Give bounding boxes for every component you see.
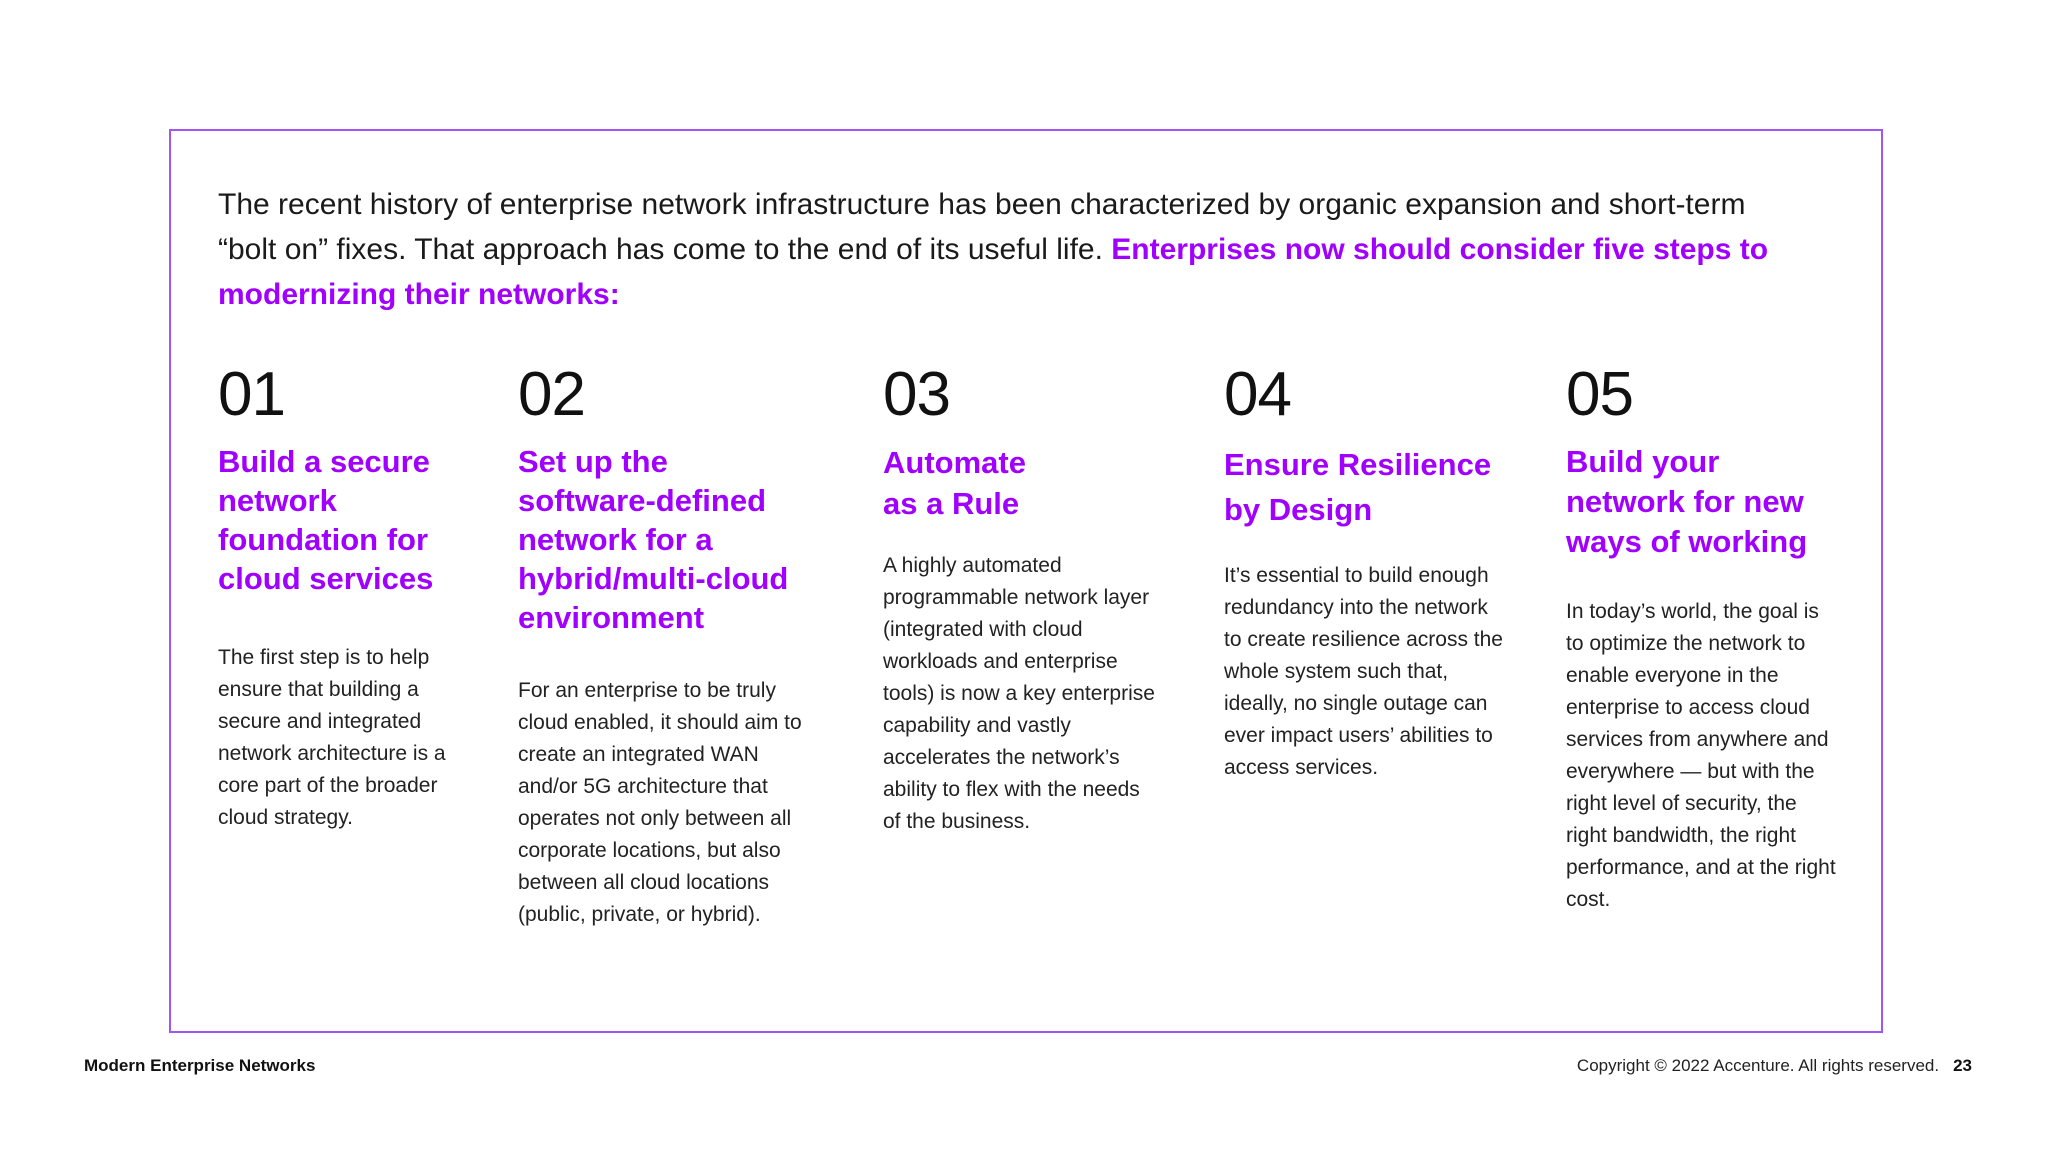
footer-document-title: Modern Enterprise Networks <box>84 1056 316 1075</box>
intro-highlight: Enterprises now should consider five steps to modernizing their networks: <box>218 233 1769 311</box>
step-title: Build a secure network foundation for cloud services <box>218 444 434 596</box>
step-number: 03 <box>883 360 950 429</box>
step-description: For an enterprise to be truly cloud enabled, it should aim to create an integrated WAN and/or 5G architecture that operates not only between all corporate locations, but also between all cloud locations (public, private, or hybrid). <box>518 679 802 926</box>
step-title: Ensure Resilience by Design <box>1224 447 1492 527</box>
step-05 <box>1566 360 1841 916</box>
step-04 <box>1224 360 1504 784</box>
step-description: It’s essential to build enough redundancy into the network to create resilience across the whole system such that, ideally, no single outage can ever impact users’ abilities to access services. <box>1224 564 1503 779</box>
step-01 <box>218 360 468 834</box>
step-description: A highly automated programmable network layer (integrated with cloud workloads and enterprise tools) is now a key enterprise capability and vastly accelerates the network’s ability to flex with the needs of the business. <box>883 554 1155 833</box>
step-title: Build your network for new ways of working <box>1566 444 1808 559</box>
step-title: Automate as a Rule <box>883 445 1026 521</box>
step-description: The first step is to help ensure that building a secure and integrated network architecture is a core part of the broader cloud strategy. <box>218 646 446 829</box>
step-number: 04 <box>1224 360 1291 429</box>
step-title: Set up the software-defined network for a hybrid/multi-cloud environment <box>518 444 789 635</box>
step-number: 05 <box>1566 360 1633 429</box>
intro-text: The recent history of enterprise network infrastructure has been characterized by organic expansion and short-term “bolt on” fixes. That approach has come to the end of its useful life. <box>218 188 1746 266</box>
step-number: 01 <box>218 360 285 429</box>
step-description: In today’s world, the goal is to optimize the network to enable everyone in the enterprise to access cloud services from anywhere and everywhere — but with the right level of security, the right bandwidth, the right performance, and at the right cost. <box>1566 600 1836 911</box>
step-03 <box>883 360 1158 838</box>
page-number: 23 <box>1953 1056 1972 1075</box>
step-number: 02 <box>518 360 585 429</box>
footer-right <box>1577 1056 1972 1076</box>
intro-paragraph <box>218 182 1778 317</box>
step-02 <box>518 360 808 931</box>
footer-copyright: Copyright © 2022 Accenture. All rights reserved. <box>1576 1056 1940 1075</box>
